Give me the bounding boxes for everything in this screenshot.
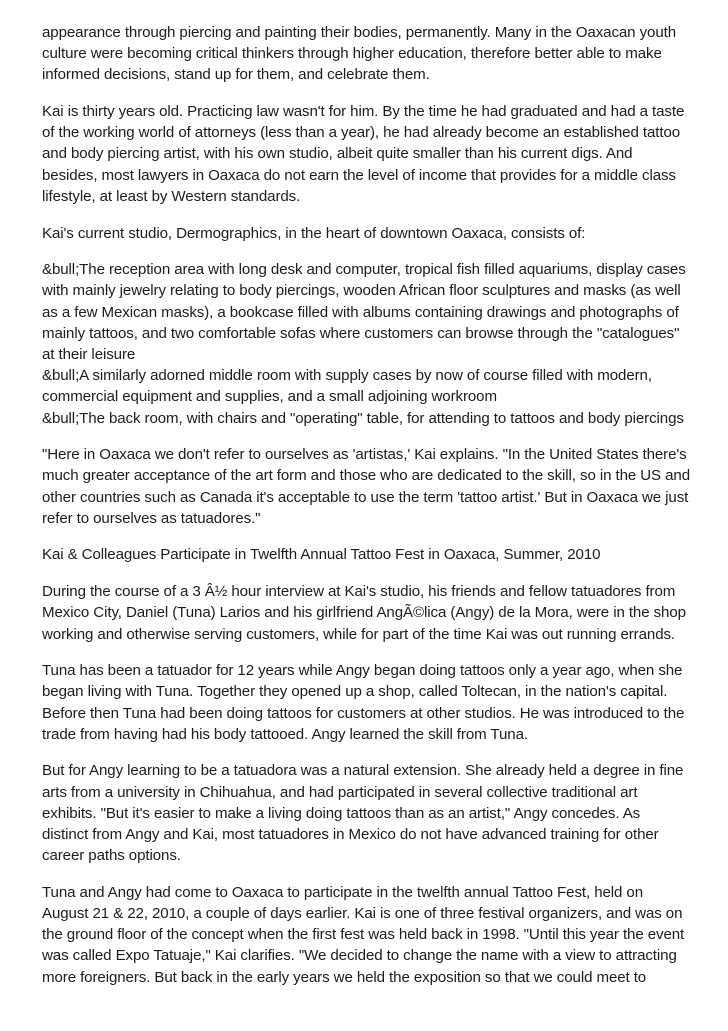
paragraph-gap	[42, 645, 690, 661]
text-line: But for Angy learning to be a tatuadora was a natural extension. She already held a degree in fine	[42, 762, 684, 780]
text-line: August 21 & 22, 2010, a couple of days earlier. Kai is one of three festival organizers, and was on	[42, 905, 683, 923]
paragraph	[42, 223, 690, 244]
paragraph	[42, 660, 690, 745]
text-line: arts from a university in Chihuahua, and had participated in several collective traditional art	[42, 783, 638, 801]
text-line: working and otherwise serving customers, while for part of the time Kai was out running errands.	[42, 625, 676, 643]
text-line: besides, most lawyers in Oaxaca do not earn the level of income that provides for a middle class	[42, 166, 676, 184]
text-line: Mexico City, Daniel (Tuna) Larios and his girlfriend AngÃ©lica (Angy) de la Mora, were in the shop	[42, 604, 686, 622]
text-line: career paths options.	[42, 847, 181, 865]
studio-list	[42, 259, 690, 429]
text-line: exhibits. "But it's easier to make a living doing tattoos than as an artist," Angy concedes. As	[42, 804, 641, 822]
paragraph	[42, 444, 690, 529]
list-item-line: &bull;A similarly adorned middle room with supply cases by now of course filled with modern,	[42, 367, 652, 385]
text-line: During the course of a 3 Â½ hour interview at Kai's studio, his friends and fellow tatuadores from	[42, 583, 676, 601]
paragraph-gap	[42, 566, 690, 582]
paragraph	[42, 882, 690, 988]
paragraph-gap	[42, 866, 690, 882]
text-line: appearance through piercing and painting their bodies, permanently. Many in the Oaxacan youth	[42, 24, 676, 41]
text-line: Kai's current studio, Dermographics, in the heart of downtown Oaxaca, consists of:	[42, 224, 586, 242]
text-line: Kai is thirty years old. Practicing law wasn't for him. By the time he had graduated and had a taste	[42, 103, 685, 121]
text-line: refer to ourselves as tatuadores."	[42, 509, 261, 527]
text-line: and body piercing artist, with his own studio, albeit quite smaller than his current digs. And	[42, 145, 633, 163]
text-line: culture were becoming critical thinkers through higher education, therefore better able to make	[42, 45, 662, 63]
paragraph-gap	[42, 429, 690, 445]
list-item-line: with mainly jewelry relating to body piercings, wooden African floor sculptures and masks (as well	[42, 282, 681, 300]
text-line: Tuna has been a tatuador for 12 years while Angy began doing tattoos only a year ago, when she	[42, 662, 683, 680]
list-item-line: mainly tattoos, and two comfortable sofas where customers can browse through the "catalogues"	[42, 324, 680, 342]
paragraph	[42, 581, 690, 645]
text-line: "Here in Oaxaca we don't refer to ourselves as 'artistas,' Kai explains. "In the United States there's	[42, 446, 687, 464]
text-line: other countries such as Canada it's acceptable to use the term 'tattoo artist.' But in Oaxaca we just	[42, 488, 689, 506]
list-item-line: &bull;The back room, with chairs and "operating" table, for attending to tattoos and body piercings	[42, 409, 684, 427]
list-item-line: at their leisure	[42, 345, 136, 363]
paragraph-gap	[42, 529, 690, 545]
text-line: trade from having had his body tattooed. Angy learned the skill from Tuna.	[42, 725, 528, 743]
paragraph-gap	[42, 244, 690, 260]
paragraph-gap	[42, 86, 690, 102]
text-line: of the working world of attorneys (less than a year), he had already become an established tattoo	[42, 124, 681, 142]
text-line: distinct from Angy and Kai, most tatuadores in Mexico do not have advanced training for other	[42, 826, 659, 843]
text-line: Tuna and Angy had come to Oaxaca to participate in the twelfth annual Tattoo Fest, held on	[42, 883, 644, 901]
paragraph	[42, 760, 690, 866]
paragraph	[42, 101, 690, 207]
heading-line: Kai & Colleagues Participate in Twelfth Annual Tattoo Fest in Oaxaca, Summer, 2010	[42, 546, 601, 564]
text-line: the ground floor of the concept when the first fest was held back in 1998. "Until this year the event	[42, 926, 685, 944]
paragraph-gap	[42, 745, 690, 761]
paragraph	[42, 22, 690, 86]
text-line: began living with Tuna. Together they opened up a shop, called Toltecan, in the nation's capital.	[42, 683, 668, 701]
paragraph-gap	[42, 207, 690, 223]
text-line: was called Expo Tatuaje," Kai clarifies. "We decided to change the name with a view to attracting	[42, 947, 677, 965]
text-line: much greater acceptance of the art form and those who are dedicated to the skill, so in the US and	[42, 467, 690, 485]
list-item-line: &bull;The reception area with long desk and computer, tropical fish filled aquariums, display cases	[42, 261, 686, 279]
text-line: informed decisions, stand up for them, and celebrate them.	[42, 66, 430, 84]
section-heading	[42, 544, 690, 565]
text-line: more foreigners. But back in the early years we held the exposition so that we could meet to	[42, 968, 647, 986]
text-line: Before then Tuna had been doing tattoos for customers at other studios. He was introduced to the	[42, 704, 685, 722]
list-item-line: commercial equipment and supplies, and a small adjoining workroom	[42, 388, 497, 406]
text-line: lifestyle, at least by Western standards.	[42, 187, 301, 205]
list-item-line: as a few Mexican masks), a bookcase filled with albums containing drawings and photographs of	[42, 303, 679, 321]
